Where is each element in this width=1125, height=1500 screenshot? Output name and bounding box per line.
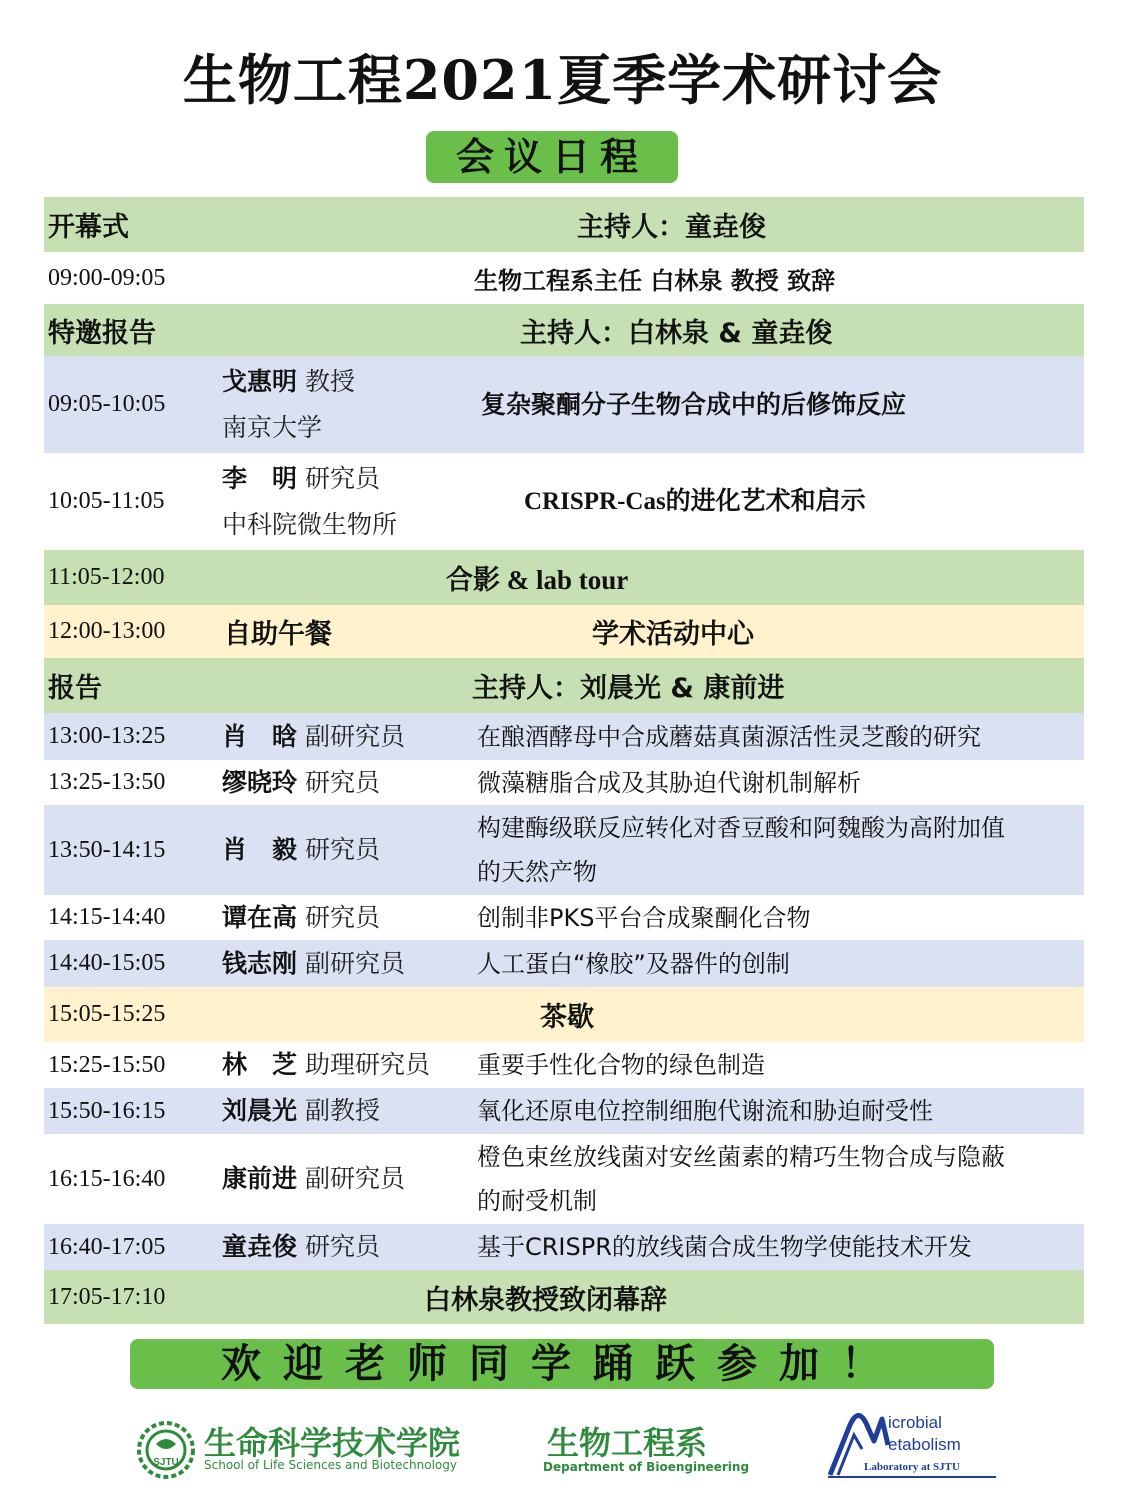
lab-name-line2: etabolism [888,1435,961,1454]
time-slot: 12:00-13:00 [48,618,166,644]
time-slot: 13:50-14:15 [48,836,166,863]
talk-topic: 氧化还原电位控制细胞代谢流和胁迫耐受性 [477,1097,933,1125]
opening-section-header [44,197,1084,252]
time-slot: 09:00-09:05 [48,264,166,291]
table-row [44,1042,1084,1088]
speaker-title: 教授 [304,366,355,396]
session-host: 主持人：白林泉 & 童垚俊 [520,317,833,349]
school-emblem-icon [136,1420,196,1480]
school-name-en: School of Life Sciences and Biotechnology [204,1458,457,1472]
speaker [222,760,380,805]
speaker [222,713,405,760]
speaker-name: 康前进 [222,1164,298,1193]
speaker-name: 戈惠明 [222,366,298,396]
speaker-title: 研究员 [304,835,380,864]
time-slot: 15:50-16:15 [48,1097,166,1124]
talk-topic-line: 构建酶级联反应转化对香豆酸和阿魏酸为高附加值 [477,814,1005,842]
invited-section-header [44,304,1084,356]
speaker [222,1224,380,1270]
lab-name-line3: Laboratory at SJTU [864,1461,960,1473]
lunch-place: 学术活动中心 [592,619,754,650]
time-slot: 15:05-15:25 [48,1001,166,1027]
school-logo [136,1418,476,1476]
table-row [44,805,1084,895]
speaker-name: 谭在高 [222,902,298,932]
lunch-row [44,605,1084,658]
session-host: 主持人：刘晨光 & 康前进 [472,673,785,704]
tea-break-row [44,987,1084,1042]
table-row [44,895,1084,940]
welcome-text: 生物工程系主任 白林泉 教授 致辞 [474,266,836,295]
lunch-label: 自助午餐 [224,619,332,650]
speaker-name: 刘晨光 [222,1096,298,1125]
talk-topic: 微藻糖脂合成及其胁迫代谢机制解析 [477,768,861,797]
time-slot: 15:25-15:50 [48,1051,166,1078]
speaker [222,453,397,550]
speaker-name: 李 明 [222,463,298,493]
talk-topic: 人工蛋白“橡胶”及器件的创制 [477,949,790,978]
department-name-cn: 生物工程系 [547,1424,708,1462]
school-name-cn: 生命科学技术学院 [204,1424,461,1462]
talk-topic-line: 橙色束丝放线菌对安丝菌素的精巧生物合成与隐蔽 [477,1143,1005,1171]
time-slot: 17:05-17:10 [48,1283,166,1310]
speaker-title: 副研究员 [304,1164,405,1193]
talk-topic: 复杂聚酮分子生物合成中的后修饰反应 [481,389,907,419]
speaker [222,1088,380,1134]
speaker [222,356,355,453]
section-label: 特邀报告 [48,317,156,349]
table-row [44,1134,1084,1224]
lab-name-line1: icrobial [888,1413,942,1432]
session-host: 主持人：童垚俊 [577,212,766,243]
closing-text: 白林泉教授致闭幕辞 [424,1284,667,1316]
time-slot: 14:15-14:40 [48,904,166,930]
speaker-name: 钱志刚 [222,948,298,978]
section-label: 开幕式 [48,212,129,243]
reports-section-header [44,658,1084,713]
talk-topic: 重要手性化合物的绿色制造 [477,1051,765,1079]
speaker-title: 副教授 [304,1096,380,1125]
table-row [44,940,1084,987]
speaker-title: 研究员 [304,902,380,932]
time-slot: 13:25-13:50 [48,769,166,795]
speaker [222,1042,430,1088]
table-row [44,713,1084,760]
tea-break-text: 茶歇 [540,1002,594,1033]
welcome-banner: 欢迎老师同学踊跃参加！ [130,1339,994,1389]
time-slot: 13:00-13:25 [48,723,166,749]
speaker [222,895,380,940]
speaker-name: 林 芝 [222,1050,298,1079]
time-slot: 11:05-12:00 [48,564,165,590]
time-slot: 10:05-11:05 [48,488,165,514]
table-row [44,453,1084,550]
speaker-title: 副研究员 [304,721,405,751]
section-label: 报告 [48,673,102,704]
talk-topic: 创制非PKS平台合成聚酮化合物 [477,903,811,932]
schedule-heading: 会议日程 [426,131,678,183]
schedule-table [44,197,1084,1324]
talk-topic-line: 的耐受机制 [477,1187,597,1215]
table-row [44,760,1084,805]
talk-topic: 在酿酒酵母中合成蘑菇真菌源活性灵芝酸的研究 [477,722,981,751]
speaker-name: 肖 晗 [222,721,298,751]
speaker-title: 副研究员 [304,948,405,978]
table-row [44,1088,1084,1134]
photo-row [44,550,1084,605]
talk-topic-line: 的天然产物 [477,858,597,886]
time-slot: 16:15-16:40 [48,1165,166,1192]
table-row [44,356,1084,453]
speaker-title: 助理研究员 [304,1050,430,1079]
closing-row [44,1270,1084,1324]
welcome-row [44,252,1084,304]
talk-topic [477,1134,1082,1224]
speaker-title: 研究员 [304,1232,380,1261]
page-title: 生物工程2021夏季学术研讨会 [182,48,943,112]
speaker-name: 缪晓玲 [222,767,298,797]
speaker-affiliation: 南京大学 [222,412,323,442]
department-logo [543,1418,750,1476]
speaker-name: 肖 毅 [222,835,298,864]
speaker-title: 研究员 [304,767,380,797]
talk-topic: CRISPR-Cas的进化艺术和启示 [524,487,866,515]
photo-text: 合影 & lab tour [446,565,629,595]
table-row [44,1224,1084,1270]
lab-logo [828,1405,998,1481]
speaker [222,940,405,987]
speaker-title: 研究员 [304,463,380,493]
talk-topic [477,805,1082,895]
talk-topic: 基于CRISPR的放线菌合成生物学使能技术开发 [477,1233,972,1261]
speaker [222,805,380,895]
speaker-name: 童垚俊 [222,1232,298,1261]
time-slot: 16:40-17:05 [48,1233,166,1260]
time-slot: 14:40-15:05 [48,950,166,976]
school-emblem-text: SJTU [153,1457,179,1468]
time-slot: 09:05-10:05 [48,391,166,417]
department-name-en: Department of Bioengineering [543,1460,750,1474]
speaker-affiliation: 中科院微生物所 [222,509,398,539]
speaker [222,1134,405,1224]
